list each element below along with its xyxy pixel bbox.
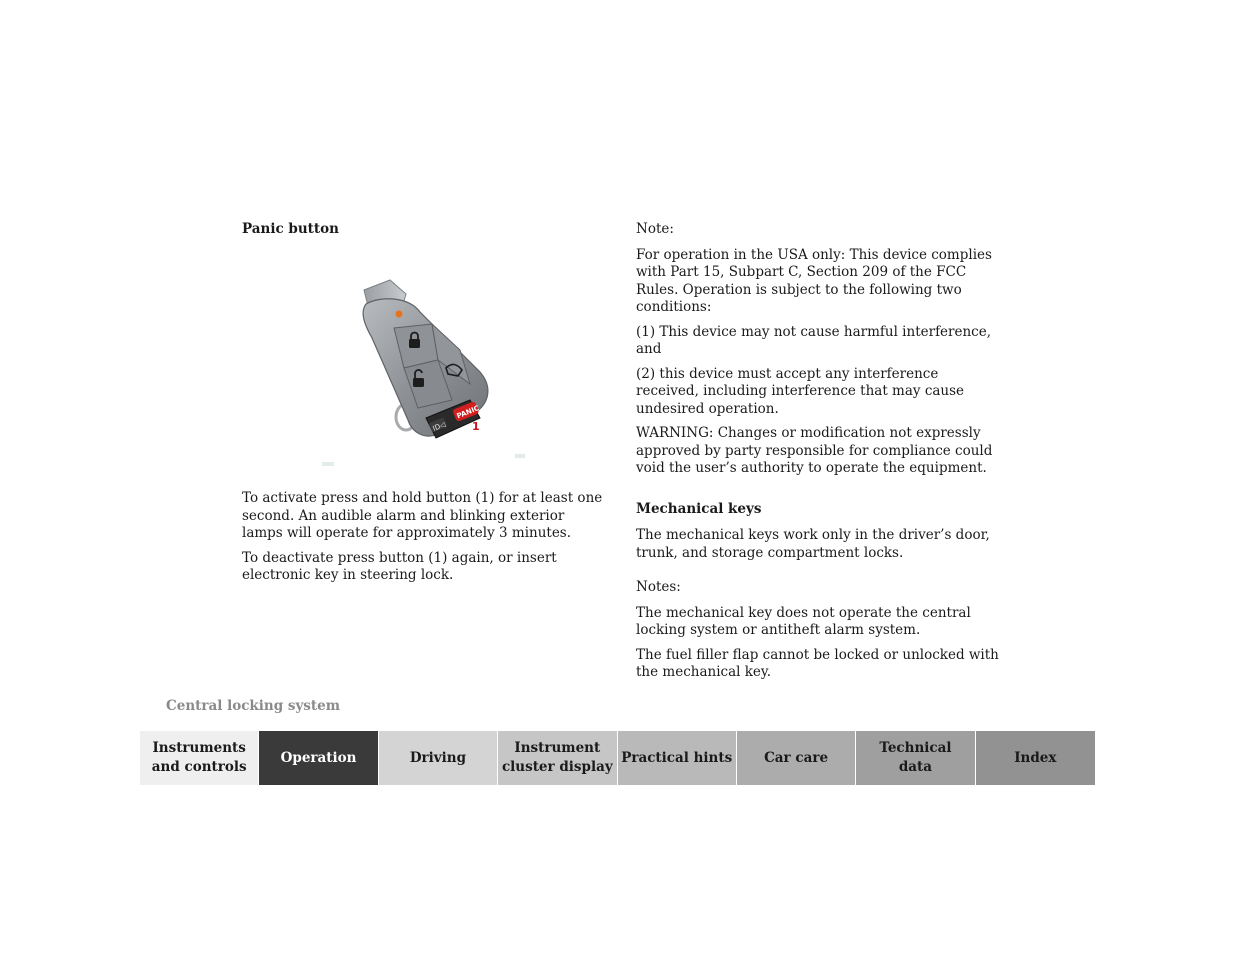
key-fob-figure <box>320 272 530 472</box>
key-fob-illustration <box>320 272 530 472</box>
tab-car-care[interactable]: Car care <box>737 731 856 785</box>
condition-1-paragraph: (1) This device may not cause harmful interference, and <box>636 323 992 357</box>
note-central-locking: The mechanical key does not operate the central locking system or antitheft alarm system. <box>636 604 971 638</box>
panic-label: PANIC <box>455 404 481 421</box>
fcc-paragraph: For operation in the USA only: This device complies with Part 15, Subpart C, Section 209 of the FCC Rules. Operation is subject to the following two conditions: <box>636 246 992 315</box>
warning-paragraph: WARNING: Changes or modification not expressly approved by party responsible for compliance could void the user’s authority to operate the equipment. <box>636 425 993 476</box>
condition-2-paragraph: (2) this device must accept any interference received, including interference that may cause undesired operation. <box>636 365 965 417</box>
note-fuel-filler: The fuel filler flap cannot be locked or unlocked with the mechanical key. <box>636 646 999 680</box>
activate-paragraph: To activate press and hold button (1) for at least one second. An audible alarm and blinking exterior lamps will operate for approximately 3 minutes. <box>242 490 603 541</box>
section-title: Central locking system <box>166 698 341 714</box>
mechanical-keys-heading: Mechanical keys <box>636 500 762 517</box>
tab-instruments-and-controls[interactable]: Instruments and controls <box>140 731 259 785</box>
tab-operation[interactable]: Operation <box>259 731 378 785</box>
svg-text:ID◁: ID◁ <box>431 420 447 433</box>
panic-instructions <box>242 490 607 592</box>
tab-index[interactable]: Index <box>976 731 1095 785</box>
chapter-nav <box>140 731 1095 785</box>
left-column <box>242 221 607 239</box>
deactivate-paragraph: To deactivate press button (1) again, or insert electronic key in steering lock. <box>242 549 557 583</box>
right-column <box>636 221 1001 689</box>
tab-practical-hints[interactable]: Practical hints <box>618 731 737 785</box>
notes-label: Notes: <box>636 579 681 595</box>
led-indicator <box>396 311 403 318</box>
note-label: Note: <box>636 221 674 237</box>
tab-driving[interactable]: Driving <box>379 731 498 785</box>
mechanical-keys-paragraph: The mechanical keys work only in the driver’s door, trunk, and storage compartment locks. <box>636 527 990 561</box>
tab-instrument-cluster-display[interactable]: Instrument cluster display <box>498 731 617 785</box>
callout-number: 1 <box>472 420 480 433</box>
panic-button-heading: Panic button <box>242 221 339 237</box>
tab-technical-data[interactable]: Technical data <box>856 731 975 785</box>
